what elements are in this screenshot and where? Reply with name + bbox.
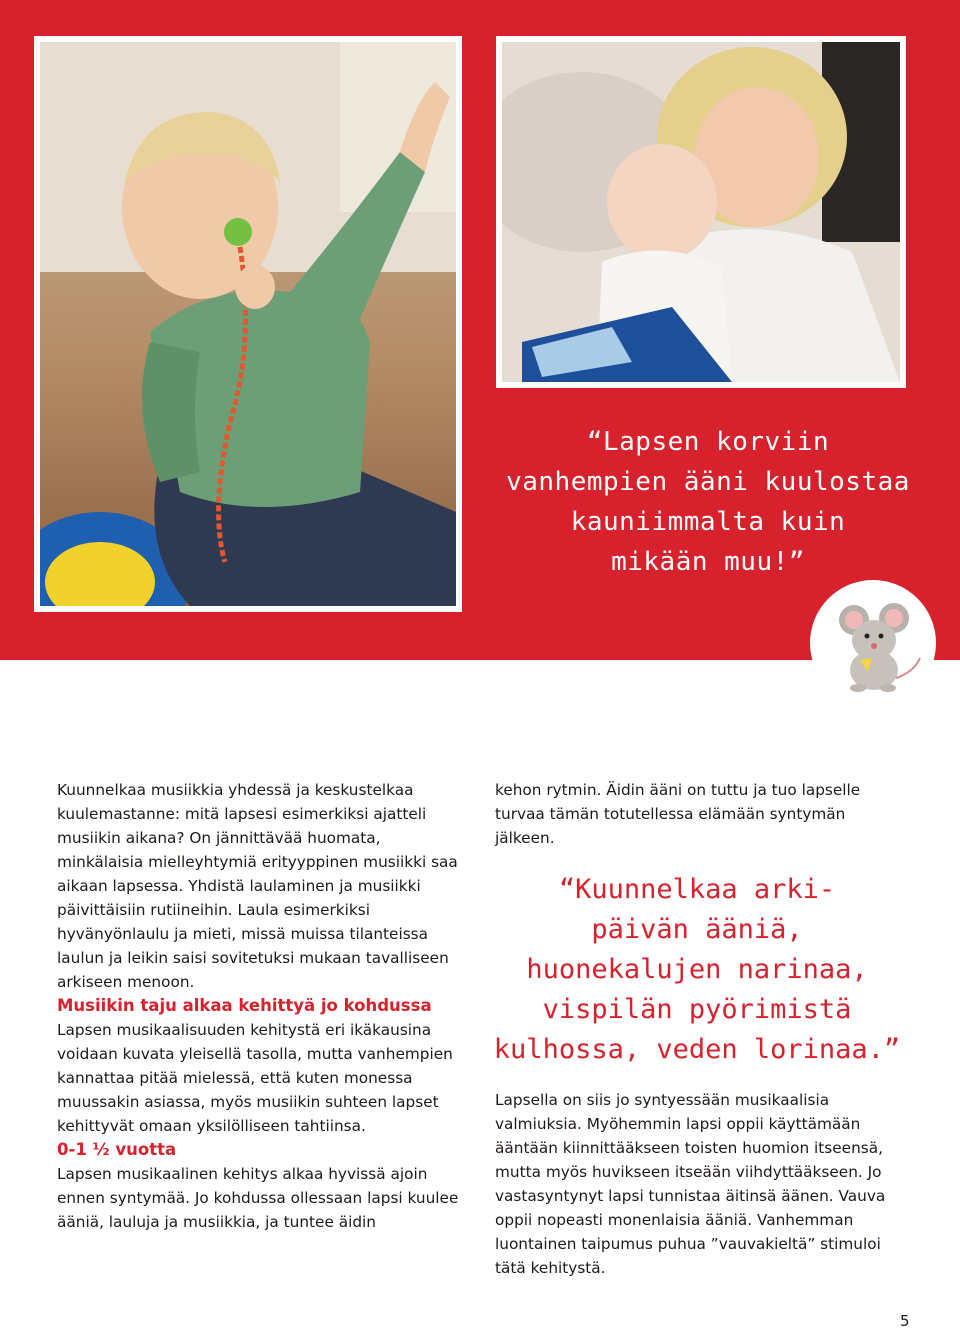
mouse-mascot-badge <box>810 580 936 706</box>
section-heading-womb: Musiikin taju alkaa kehittyä jo kohdussa <box>57 996 432 1015</box>
pull-quote-top <box>488 422 928 582</box>
mouse-mascot-icon <box>810 580 936 706</box>
mother-baby-photo-illustration <box>502 42 900 382</box>
section-paragraph-age: Lapsen musikaalinen kehitys alkaa hyvissä ajoin ennen syntymää. Jo kohdussa ollessaan lapsi kuulee ääniä, lauluja ja musiikkia, ja tuntee äidin <box>57 1165 459 1231</box>
page-number: 5 <box>900 1312 910 1330</box>
pull-quote-line: mikään muu!” <box>611 547 805 577</box>
continued-paragraph: kehon rytmin. Äidin ääni on tuttu ja tuo lapselle turvaa tämän totutellessa elämään syntymän jälkeen. <box>495 781 861 847</box>
closing-paragraph: Lapsella on siis jo syntyessään musikaalisia valmiuksia. Myöhemmin lapsi oppii käyttämään ääntään kiinnittääkseen toisten huomion itseensä, mutta myös huvikseen itseään viihdyttääkseen. Jo vastasyntynyt lapsi tunnistaa äitinsä äänen. Vauva oppii nopeasti monenlaisia ääniä. Vanhemman luontainen taipumus puhua ”vauvakieltä” stimuloi tätä kehitystä. <box>495 1091 886 1277</box>
photo-boy-with-microphone <box>34 36 462 612</box>
intro-paragraph: Kuunnelkaa musiikkia yhdessä ja keskustelkaa kuulemastanne: mitä lapsesi esimerkiksi ajatteli musiikin aikana? On jännittävää huomata, minkälaisia mielleyhtymiä erityyppinen musiikki saa aikaan lapsessa. Yhdistä laulaminen ja musiikki päivittäisiin rutiineihin. Laula esimerkiksi hyvänyönlaulu ja mieti, missä muissa tilanteissa laulun ja leikin saisi sovitetuksi mukaan tavalliseen arkiseen menoon. <box>57 781 458 991</box>
pull-quote-right <box>487 870 907 1070</box>
pull-quote-line: kauniimmalta kuin <box>570 507 846 537</box>
left-text-column <box>57 778 463 1234</box>
section-heading-age: 0-1 ½ vuotta <box>57 1140 177 1159</box>
pull-quote-line: vanhempien ääni kuulostaa <box>506 467 910 497</box>
section-paragraph-womb: Lapsen musikaalisuuden kehitystä eri ikäkausina voidaan kuvata yleisellä tasolla, mutta vanhempien kannattaa pitää mielessä, että kuten monessa muussakin asiassa, myös musiikin suhteen lapset kehittyvät omaan yksilölliseen tahtiinsa. <box>57 1021 453 1135</box>
pull-quote-line: vispilän pyörimistä <box>542 994 852 1025</box>
pull-quote-line: “Kuunnelkaa arki- <box>558 874 836 905</box>
pull-quote-line: huonekalujen narinaa, <box>526 954 868 985</box>
boy-photo-illustration <box>40 42 456 606</box>
pull-quote-line: päivän ääniä, <box>591 914 803 945</box>
right-text-column <box>495 778 905 1280</box>
pull-quote-line: “Lapsen korviin <box>586 427 830 457</box>
pull-quote-line: kulhossa, veden lorinaa.” <box>493 1034 901 1065</box>
photo-mother-and-baby <box>496 36 906 388</box>
